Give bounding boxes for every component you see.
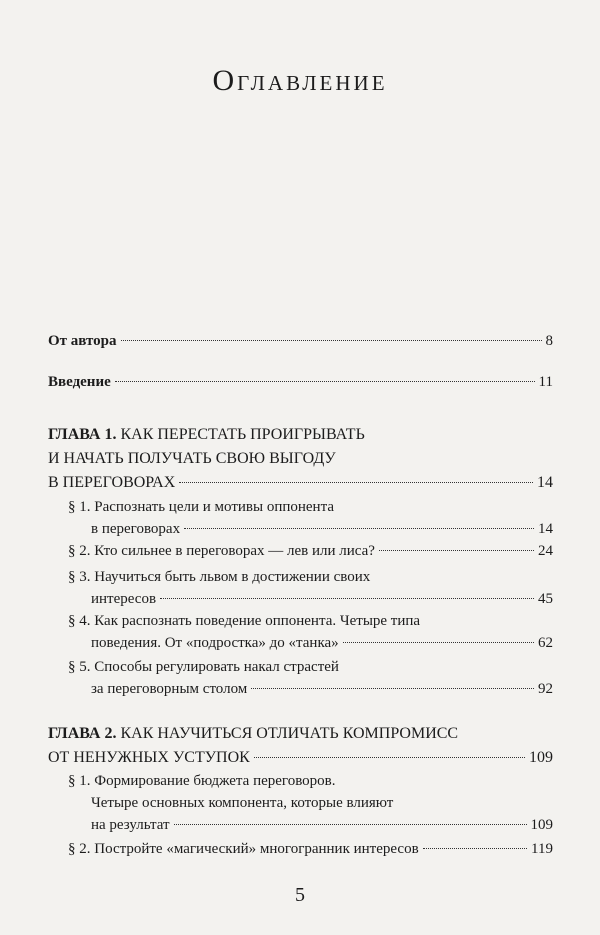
- entry-label: Введение: [48, 374, 111, 390]
- page-number: 11: [538, 374, 553, 390]
- leader-dots: [343, 642, 534, 643]
- page-number: 109: [529, 749, 553, 766]
- leader-dots: [379, 550, 534, 551]
- section-mark: § 2.: [68, 543, 91, 559]
- section-title-line: Постройте «магический» многогранник интересов: [94, 841, 419, 857]
- page-title: Оглавление: [212, 64, 388, 97]
- section-mark: § 1.: [68, 773, 91, 789]
- section-title-line: на результат: [91, 817, 170, 833]
- page-number: 45: [538, 591, 553, 607]
- chapter-title-line: И НАЧАТЬ ПОЛУЧАТЬ СВОЮ ВЫГОДУ: [48, 450, 336, 467]
- section-title-line: Кто сильнее в переговорах — лев или лиса?: [94, 543, 375, 559]
- toc-section-1-3[interactable]: [68, 566, 553, 610]
- toc-chapter-1[interactable]: [48, 423, 553, 495]
- section-mark: § 5.: [68, 659, 91, 675]
- entry-label: От автора: [48, 333, 117, 349]
- page-number: 14: [538, 521, 553, 537]
- toc-section-1-1[interactable]: [68, 496, 553, 540]
- section-title-line: за переговорным столом: [91, 681, 248, 697]
- section-mark: § 3.: [68, 569, 91, 585]
- leader-dots: [179, 482, 533, 483]
- leader-dots: [115, 381, 535, 382]
- section-title-line: Распознать цели и мотивы оппонента: [94, 499, 334, 515]
- toc-entry-preface[interactable]: [48, 330, 553, 352]
- chapter-prefix: ГЛАВА 1.: [48, 426, 117, 443]
- section-title-line: в переговорах: [91, 521, 181, 537]
- toc-section-1-4[interactable]: [68, 610, 553, 654]
- section-mark: § 1.: [68, 499, 91, 515]
- section-title-line: Как распознать поведение оппонента. Четыре типа: [94, 613, 421, 629]
- section-mark: § 2.: [68, 841, 91, 857]
- leader-dots: [251, 688, 534, 689]
- leader-dots: [160, 598, 534, 599]
- toc-section-1-2[interactable]: [68, 540, 553, 562]
- leader-dots: [184, 528, 534, 529]
- toc-section-1-5[interactable]: [68, 656, 553, 700]
- section-title-line: Четыре основных компонента, которые влияют: [91, 795, 394, 811]
- chapter-title-line: КАК НАУЧИТЬСЯ ОТЛИЧАТЬ КОМПРОМИСС: [120, 725, 459, 742]
- page-number: 14: [537, 474, 553, 491]
- chapter-title-line: В ПЕРЕГОВОРАХ: [48, 474, 176, 491]
- leader-dots: [121, 340, 542, 341]
- section-title-line: поведения. От «подростка» до «танка»: [91, 635, 339, 651]
- toc-chapter-2[interactable]: [48, 722, 553, 770]
- chapter-title-line: КАК ПЕРЕСТАТЬ ПРОИГРЫВАТЬ: [120, 426, 365, 443]
- page-number: 119: [531, 841, 553, 857]
- page-number: 24: [538, 543, 553, 559]
- toc-entry-intro[interactable]: [48, 371, 553, 393]
- page-number: 62: [538, 635, 553, 651]
- section-title-line: интересов: [91, 591, 157, 607]
- page-number: 8: [545, 333, 553, 349]
- toc-section-2-1[interactable]: [68, 770, 553, 836]
- page-folio-number: 5: [295, 884, 305, 906]
- section-mark: § 4.: [68, 613, 91, 629]
- section-title-line: Способы регулировать накал страстей: [94, 659, 339, 675]
- leader-dots: [174, 824, 527, 825]
- page-number: 109: [530, 817, 553, 833]
- section-title-line: Научиться быть львом в достижении своих: [94, 569, 371, 585]
- leader-dots: [423, 848, 527, 849]
- toc-section-2-2[interactable]: [68, 838, 553, 860]
- chapter-title-line: ОТ НЕНУЖНЫХ УСТУПОК: [48, 749, 250, 766]
- page-number: 92: [538, 681, 553, 697]
- section-title-line: Формирование бюджета переговоров.: [94, 773, 336, 789]
- chapter-prefix: ГЛАВА 2.: [48, 725, 117, 742]
- leader-dots: [254, 757, 525, 758]
